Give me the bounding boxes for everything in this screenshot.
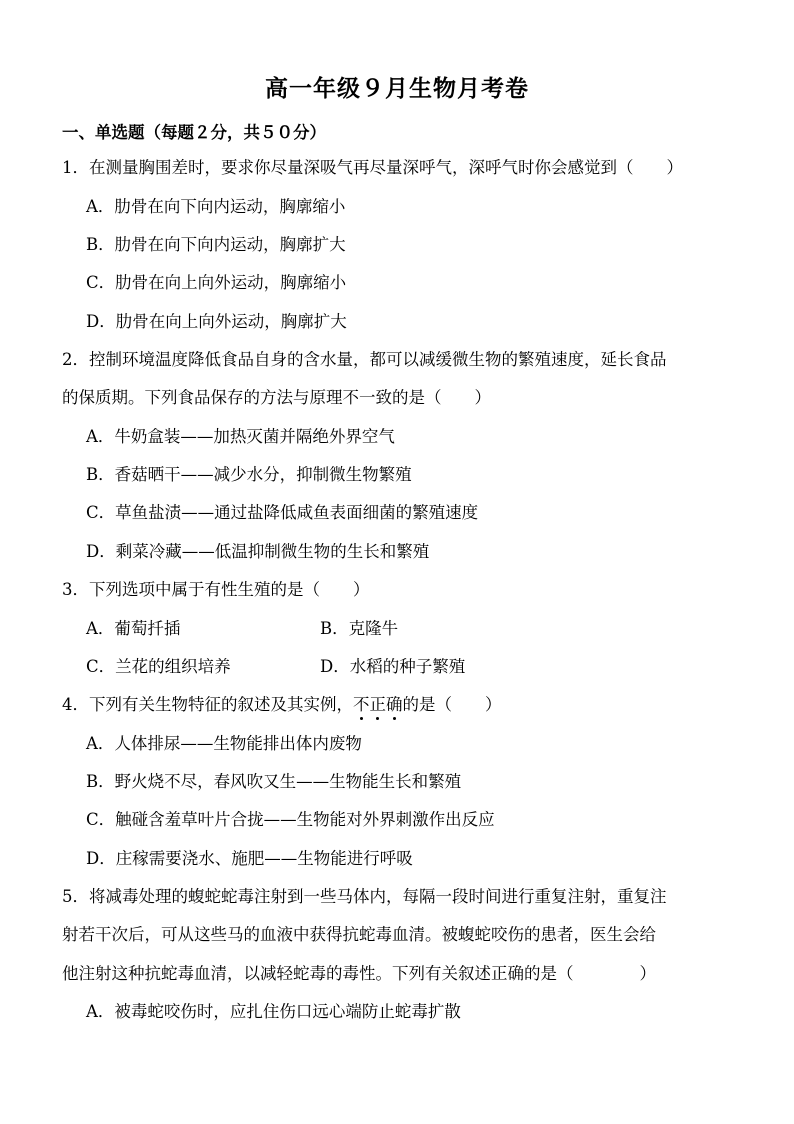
question-2-option-c: C．草鱼盐渍——通过盐降低咸鱼表面细菌的繁殖速度 <box>86 503 479 522</box>
question-4-option-b: B．野火烧不尽，春风吹又生——生物能生长和繁殖 <box>86 772 462 791</box>
question-5-stem-line-3: 他注射这种抗蛇毒血清，以减轻蛇毒的毒性。下列有关叙述正确的是（ ） <box>62 964 656 983</box>
question-3-stem: 3．下列选项中属于有性生殖的是（ ） <box>62 580 370 599</box>
emphasis-dot-char: 不 <box>353 695 370 714</box>
question-2-option-a: A．牛奶盒装——加热灭菌并隔绝外界空气 <box>86 427 395 446</box>
question-3-option-a: A．葡萄扦插 <box>86 619 181 638</box>
question-2-option-b: B．香菇晒干——减少水分，抑制微生物繁殖 <box>86 465 412 484</box>
emphasis-dot-char: 正 <box>369 695 386 714</box>
question-1-option-a: A．肋骨在向下向内运动，胸廓缩小 <box>86 197 346 216</box>
question-4-stem-before: 4．下列有关生物特征的叙述及其实例， <box>62 695 353 714</box>
question-1-stem: 1．在测量胸围差时，要求你尽量深吸气再尽量深呼气，深呼气时你会感觉到（ ） <box>62 158 683 177</box>
emphasis-dot-char: 确 <box>386 695 403 714</box>
question-2-stem-line-2: 的保质期。下列食品保存的方法与原理不一致的是（ ） <box>62 388 491 407</box>
question-4-option-a: A．人体排尿——生物能排出体内废物 <box>86 734 362 753</box>
section-heading: 一、单选题（每题２分，共５０分） <box>62 123 326 142</box>
question-3-option-d: D．水稻的种子繁殖 <box>320 657 466 676</box>
question-4-stem <box>62 697 502 714</box>
question-1-option-b: B．肋骨在向下向内运动，胸廓扩大 <box>86 235 346 254</box>
question-3-option-b: B．克隆牛 <box>320 619 399 638</box>
question-1-option-d: D．肋骨在向上向外运动，胸廓扩大 <box>86 312 347 331</box>
question-5-stem-line-2: 射若干次后，可从这些马的血液中获得抗蛇毒血清。被蝮蛇咬伤的患者，医生会给 <box>62 925 656 944</box>
question-5-option-a: A．被毒蛇咬伤时，应扎住伤口远心端防止蛇毒扩散 <box>86 1002 461 1021</box>
question-4-option-d: D．庄稼需要浇水、施肥——生物能进行呼吸 <box>86 849 413 868</box>
page-title: 高一年级９月生物月考卷 <box>265 76 529 102</box>
question-4-option-c: C．触碰含羞草叶片合拢——生物能对外界刺激作出反应 <box>86 810 495 829</box>
question-2-option-d: D．剩菜冷藏——低温抑制微生物的生长和繁殖 <box>86 542 430 561</box>
question-3-option-c: C．兰花的组织培养 <box>86 657 231 676</box>
question-2-stem-line-1: 2．控制环境温度降低食品自身的含水量，都可以减缓微生物的繁殖速度，延长食品 <box>62 350 667 369</box>
question-4-stem-after: 的是（ ） <box>402 695 502 714</box>
question-5-stem-line-1: 5．将减毒处理的蝮蛇蛇毒注射到一些马体内，每隔一段时间进行重复注射，重复注 <box>62 887 667 906</box>
question-1-option-c: C．肋骨在向上向外运动，胸廓缩小 <box>86 273 347 292</box>
